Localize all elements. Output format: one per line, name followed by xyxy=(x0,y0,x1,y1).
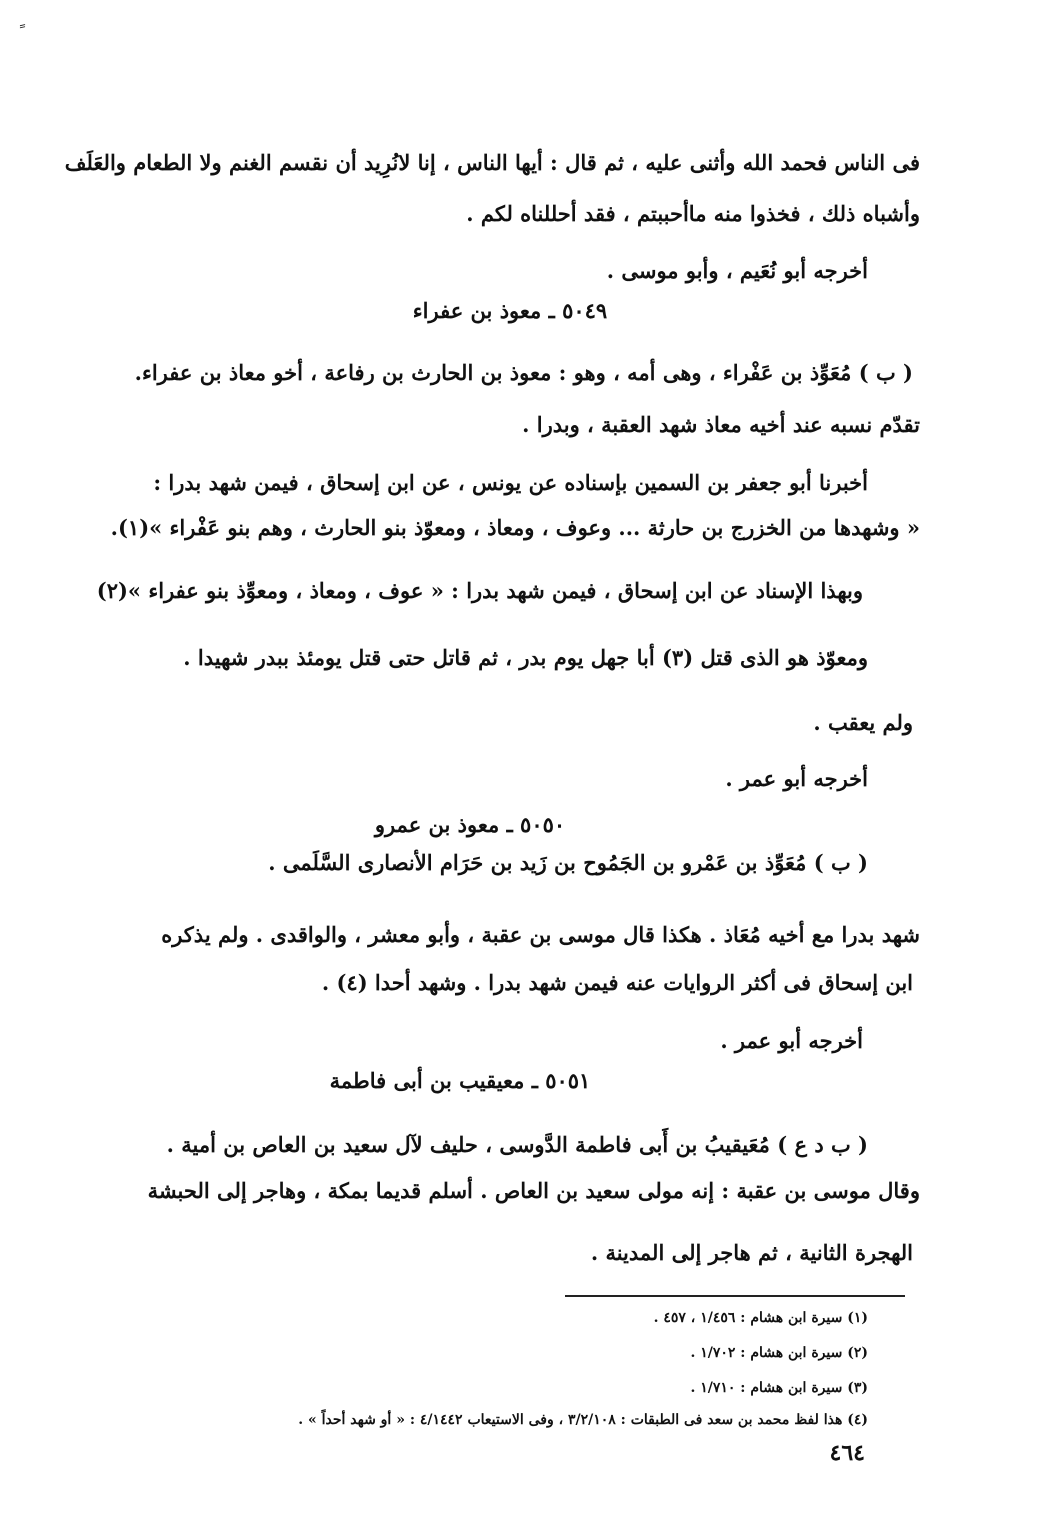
para8-line1: ( ب د ع ) مُعَيقيبُ بن أَبى فاطمة الدَّوسى ، حليف لآل سعيد بن العاص بن أمية . xyxy=(166,1132,868,1157)
para4-line1: وبهذا الإسناد عن ابن إسحاق ، فيمن شهد بدرا : « عوف ، ومعاذ ، ومعوِّذ بنو عفراء »(٢) xyxy=(96,578,863,603)
entry-heading-5049: ٥٠٤٩ ـ معوذ بن عفراء xyxy=(412,298,608,323)
footnote-2: (٢) سيرة ابن هشام : ١/٧٠٢ . xyxy=(690,1345,868,1361)
para3-line2: « وشهدها من الخزرج بن حارثة ... وعوف ، ومعاذ ، ومعوّذ بنو الحارث ، وهم بنو عَفْراء »(١). xyxy=(110,515,920,540)
para7-line2: ابن إسحاق فى أكثر الروايات عنه فيمن شهد بدرا . وشهد أحدا (٤) . xyxy=(321,970,913,995)
para1-line2: وأشباه ذلك ، فخذوا منه ماأحببتم ، فقد أحللناه لكم . xyxy=(466,201,920,226)
para1-line1: فى الناس فحمد الله وأثنى عليه ، ثم قال : أيها الناس ، إنا لانُرِيد أن نقسم الغنم ولا الطعام والعَلَف xyxy=(64,150,920,175)
page-number: ٤٦٤ xyxy=(829,1440,865,1466)
para7-line1: شهد بدرا مع أخيه مُعَاذ . هكذا قال موسى بن عقبة ، وأبو معشر ، والواقدى . ولم يذكره xyxy=(161,922,920,947)
para5-line2: ولم يعقب . xyxy=(813,710,913,735)
para9-line1: وقال موسى بن عقبة : إنه مولى سعيد بن العاص . أسلم قديما بمكة ، وهاجر إلى الحبشة xyxy=(147,1178,920,1203)
footnote-separator xyxy=(565,1295,905,1297)
entry-heading-5050: ٥٠٥٠ ـ معوذ بن عمرو xyxy=(374,812,566,837)
para5-line1: ومعوّذ هو الذى قتل (٣) أبا جهل يوم بدر ، ثم قاتل حتى قتل يومئذ ببدر شهيدا . xyxy=(183,645,868,670)
source-line-3: أخرجه أبو عمر . xyxy=(720,1028,863,1053)
para2-line2: تقدّم نسبه عند أخيه معاذ شهد العقبة ، وبدرا . xyxy=(522,412,920,437)
footnote-3: (٣) سيرة ابن هشام : ١/٧١٠ . xyxy=(690,1380,868,1396)
source-line-2: أخرجه أبو عمر . xyxy=(725,766,868,791)
para2-line1: ( ب ) مُعَوِّذ بن عَفْراء ، وهى أمه ، وهو : معوذ بن الحارث بن رفاعة ، أخو معاذ بن عفراء. xyxy=(134,360,913,385)
para3-line1: أخبرنا أبو جعفر بن السمين بإسناده عن يونس ، عن ابن إسحاق ، فيمن شهد بدرا : xyxy=(153,470,868,495)
source-line-1: أخرجه أبو نُعَيم ، وأبو موسى . xyxy=(606,258,868,283)
para6-line1: ( ب ) مُعَوِّذ بن عَمْرو بن الجَمُوح بن زَيد بن حَرَام الأنصارى السَّلَمى . xyxy=(268,850,868,875)
footnote-4: (٤) هذا لفظ محمد بن سعد فى الطبقات : ٣/٢/١٠٨ ، وفى الاستيعاب ٤/١٤٤٢ : « أو شهد أحداً » . xyxy=(298,1412,868,1428)
para9-line2: الهجرة الثانية ، ثم هاجر إلى المدينة . xyxy=(590,1240,913,1265)
footnote-1: (١) سيرة ابن هشام : ١/٤٥٦ ، ٤٥٧ . xyxy=(653,1310,868,1326)
entry-heading-5051: ٥٠٥١ ـ معيقيب بن أبى فاطمة xyxy=(329,1068,591,1093)
